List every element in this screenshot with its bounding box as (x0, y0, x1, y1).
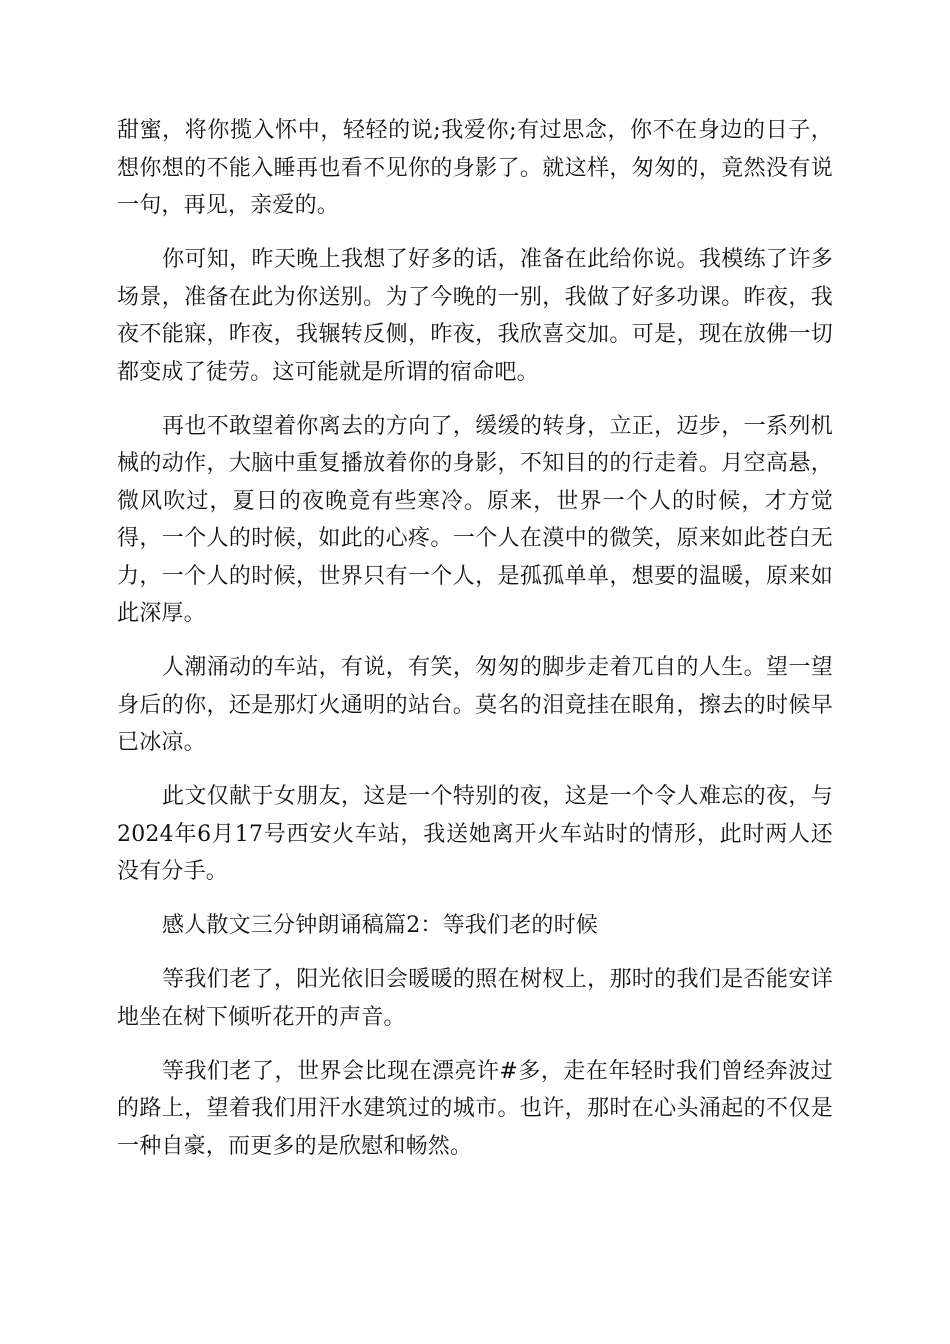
paragraph-3: 再也不敢望着你离去的方向了，缓缓的转身，立正，迈步，一系列机械的动作，大脑中重复播放着你的身影，不知目的的行走着。月空高悬，微风吹过，夏日的夜晚竟有些寒冷。原来，世界一个人的时候，才方觉得，一个人的时候，如此的心疼。一个人在漠中的微笑，原来如此苍白无力，一个人的时候，世界只有一个人，是孤孤单单，想要的温暖，原来如此深厚。 (117, 413, 833, 626)
section-heading: 感人散文三分钟朗诵稿篇2：等我们老的时候 (162, 913, 598, 938)
paragraph-5: 此文仅献于女朋友，这是一个特别的夜，这是一个令人难忘的夜，与2024年6月17号西安火车站，我送她离开火车站时的情形，此时两人还没有分手。 (117, 784, 833, 884)
paragraph-2: 你可知，昨天晚上我想了好多的话，准备在此给你说。我模练了许多场景，准备在此为你送别。为了今晚的一别，我做了好多功课。昨夜，我夜不能寐，昨夜，我辗转反侧，昨夜，我欣喜交加。可是，现在放佛一切都变成了徒劳。这可能就是所谓的宿命吧。 (117, 247, 833, 385)
paragraph-7: 等我们老了，世界会比现在漂亮许#多，走在年轻时我们曾经奔波过的路上，望着我们用汗水建筑过的城市。也许，那时在心头涌起的不仅是一种自豪，而更多的是欣慰和畅然。 (117, 1058, 833, 1159)
paragraph-1: 甜蜜，将你揽入怀中，轻轻的说;我爱你;有过思念，你不在身边的日子，想你想的不能入睡再也看不见你的身影了。就这样，匆匆的，竟然没有说一句，再见，亲爱的。 (117, 118, 833, 218)
paragraph-6: 等我们老了，阳光依旧会暖暖的照在树杈上，那时的我们是否能安详地坐在树下倾听花开的声音。 (117, 967, 833, 1030)
paragraph-4: 人潮涌动的车站，有说，有笑，匆匆的脚步走着兀自的人生。望一望身后的你，还是那灯火通明的站台。莫名的泪竟挂在眼角，擦去的时候早已冰凉。 (117, 655, 833, 755)
document-page (117, 112, 833, 1182)
